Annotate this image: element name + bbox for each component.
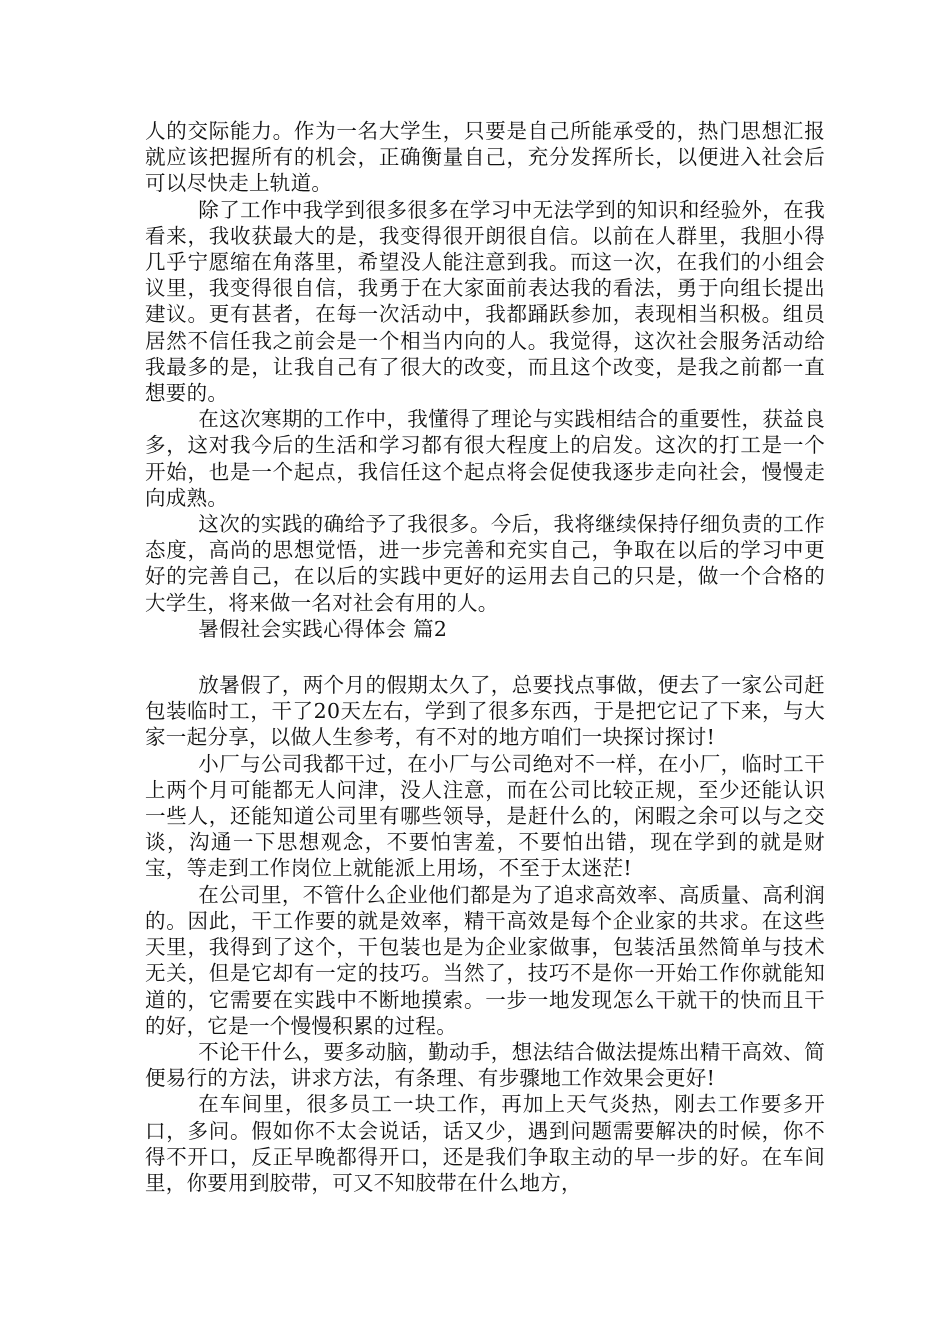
paragraph: 除了工作中我学到很多很多在学习中无法学到的知识和经验外，在我看来，我收获最大的是，我变得很开朗很自信。以前在人群里，我胆小得几乎宁愿缩在角落里，希望没人能注意到我。而这一次，在我们的小组会议里，我变得很自信，我勇于在大家面前表达我的看法，勇于向组长提出建议。更有甚者，在每一次活动中，我都踊跃参加，表现相当积极。组员居然不信任我之前会是一个相当内向的人。我觉得，这次社会服务活动给我最多的是，让我自己有了很大的改变，而且这个改变，是我之前都一直想要的。: [145, 197, 825, 406]
section-spacer: [145, 642, 825, 672]
paragraph: 这次的实践的确给予了我很多。今后，我将继续保持仔细负责的工作态度，高尚的思想觉悟，进一步完善和充实自己，争取在以后的学习中更好的完善自己，在以后的实践中更好的运用去自己的只是，做一个合格的大学生，将来做一名对社会有用的人。: [145, 512, 825, 615]
section-heading: 暑假社会实践心得体会 篇2: [198, 616, 448, 641]
paragraph: 人的交际能力。作为一名大学生，只要是自己所能承受的，热门思想汇报就应该把握所有的机会，正确衡量自己，充分发挥所长，以便进入社会后可以尽快走上轨道。: [145, 119, 825, 196]
paragraph: 放暑假了，两个月的假期太久了，总要找点事做，便去了一家公司赶包装临时工，干了20天左右，学到了很多东西，于是把它记了下来，与大家一起分享，以做人生参考，有不对的地方咱们一块探讨探讨!: [145, 673, 825, 750]
paragraph: 不论干什么，要多动脑，勤动手，想法结合做法提炼出精干高效、简便易行的方法，讲求方法，有条理、有步骤地工作效果会更好!: [145, 1039, 825, 1091]
paragraph: 在公司里，不管什么企业他们都是为了追求高效率、高质量、高利润的。因此，干工作要的就是效率，精干高效是每个企业家的共求。在这些天里，我得到了这个，干包装也是为企业家做事，包装活虽然简单与技术无关，但是它却有一定的技巧。当然了，技巧不是你一开始工作你就能知道的，它需要在实践中不断地摸索。一步一地发现怎么干就干的快而且干的好，它是一个慢慢积累的过程。: [145, 882, 825, 1038]
paragraph: 在车间里，很多员工一块工作，再加上天气炎热，刚去工作要多开口，多问。假如你不太会说话，话又少，遇到问题需要解决的时候，你不得不开口，反正早晚都得开口，还是我们争取主动的早一步的好。在车间里，你要用到胶带，可又不知胶带在什么地方，: [145, 1092, 825, 1195]
document-page: [145, 118, 825, 1196]
paragraph: 小厂与公司我都干过，在小厂与公司绝对不一样，在小厂，临时工干上两个月可能都无人问津，没人注意，而在公司比较正规，至少还能认识一些人，还能知道公司里有哪些领导，是赶什么的，闲暇之余可以与之交谈，沟通一下思想观念，不要怕害羞，不要怕出错，现在学到的就是财宝，等走到工作岗位上就能派上用场，不至于太迷茫!: [145, 751, 825, 881]
paragraph: 在这次寒期的工作中，我懂得了理论与实践相结合的重要性，获益良多，这对我今后的生活和学习都有很大程度上的启发。这次的打工是一个开始，也是一个起点，我信任这个起点将会促使我逐步走向社会，慢慢走向成熟。: [145, 407, 825, 510]
